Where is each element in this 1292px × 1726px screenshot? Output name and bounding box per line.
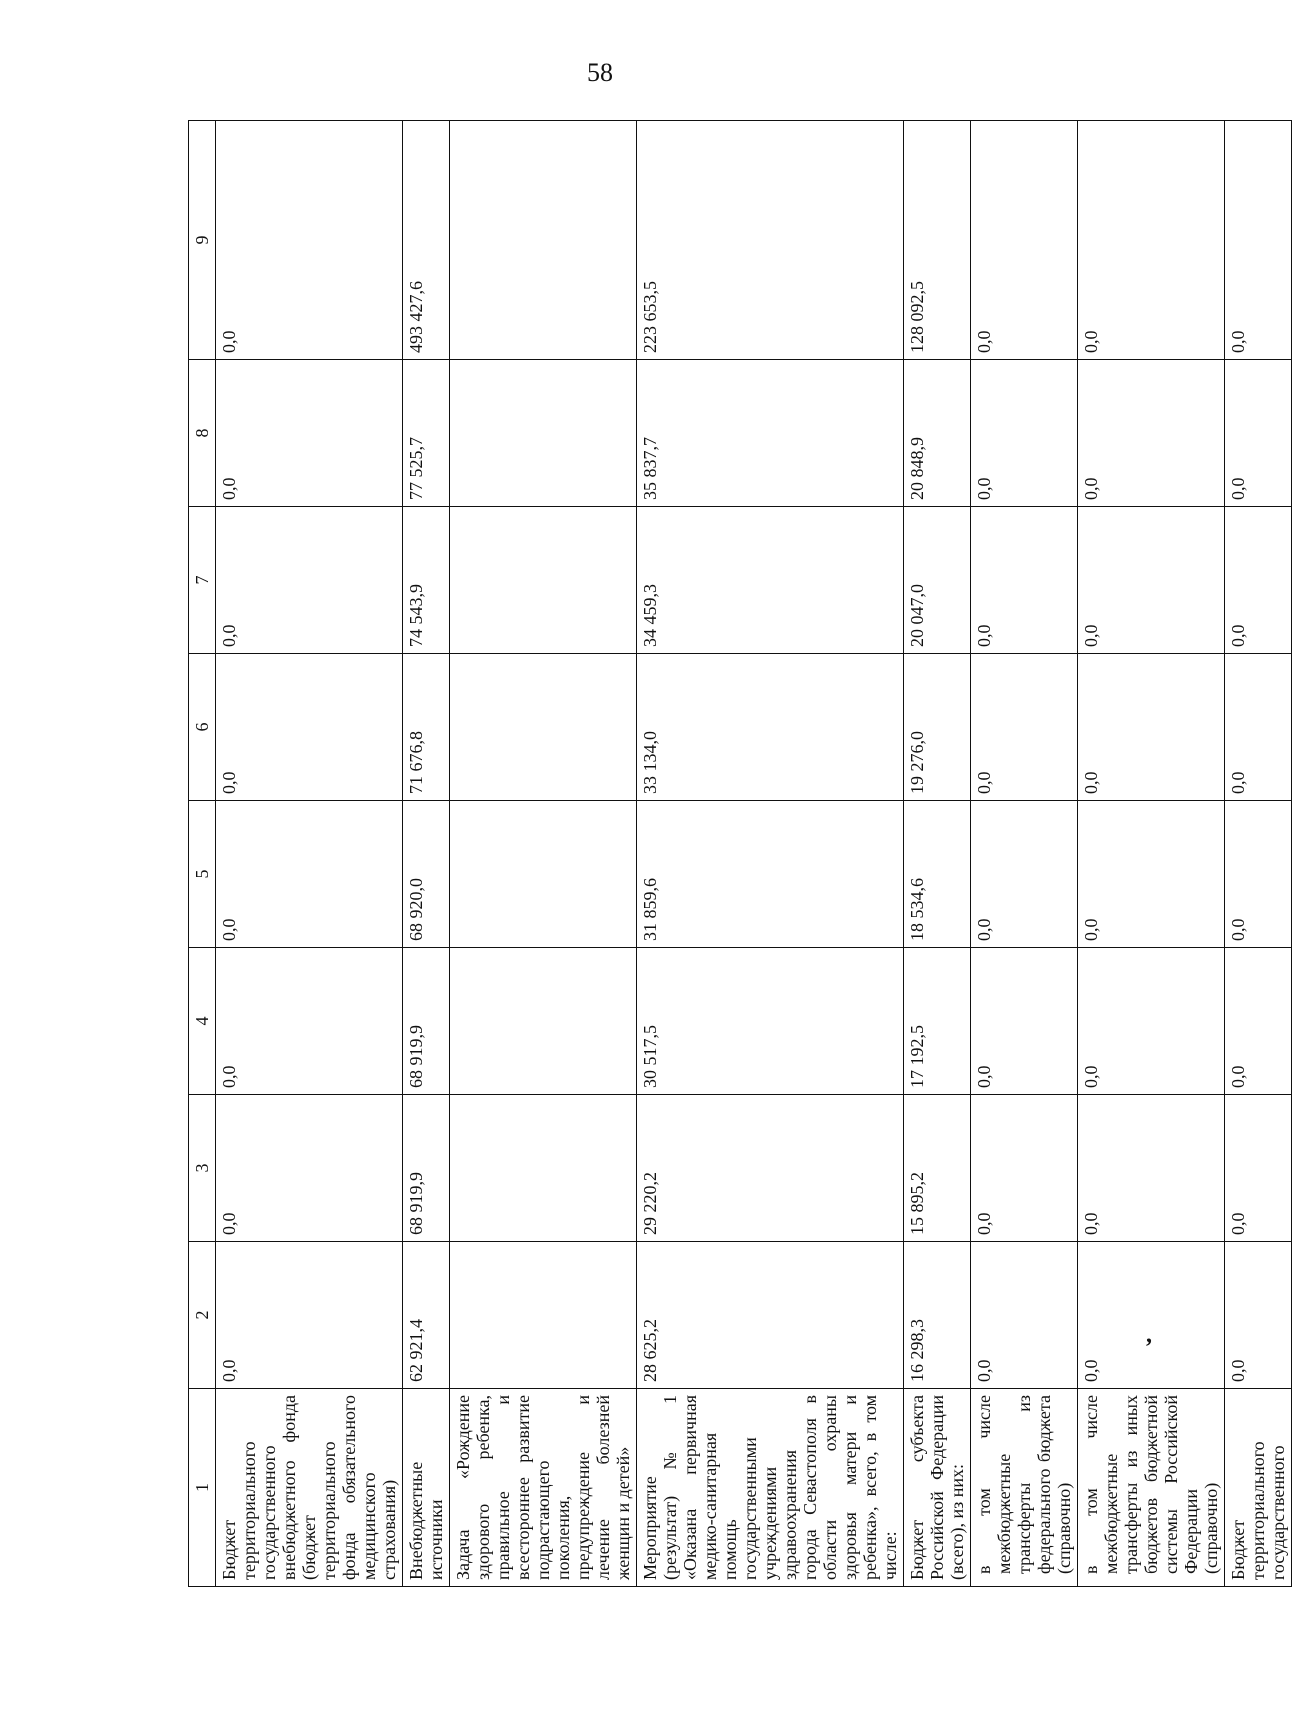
value-cell: 20 047,0 [904, 507, 971, 654]
value-cell: 128 092,5 [904, 121, 971, 360]
column-number: 1 [189, 1389, 216, 1587]
value-cell [450, 654, 637, 801]
column-number-row [189, 121, 216, 1587]
value-cell: 0,0 [216, 1095, 403, 1242]
value-cell: 0,0 [1078, 360, 1225, 507]
value-cell: 0,0 [1078, 1242, 1225, 1389]
stray-mark: , [1146, 1322, 1152, 1348]
row-label: в том числе межбюджетные трансферты из иных бюджетов бюджетной системы Российской Федерации (справочно) [1078, 1389, 1225, 1587]
value-cell [450, 360, 637, 507]
row-label: Бюджет субъекта Российской Федерации (всего), из них: [904, 1389, 971, 1587]
value-cell [450, 948, 637, 1095]
table-row [904, 121, 971, 1587]
value-cell: 0,0 [1078, 948, 1225, 1095]
row-label: Внебюджетные источники [403, 1389, 450, 1587]
column-number: 2 [189, 1242, 216, 1389]
column-number: 9 [189, 121, 216, 360]
value-cell [450, 1095, 637, 1242]
value-cell: 0,0 [971, 1242, 1078, 1389]
column-number: 6 [189, 654, 216, 801]
value-cell: 223 653,5 [637, 121, 904, 360]
value-cell: 74 543,9 [403, 507, 450, 654]
value-cell: 34 459,3 [637, 507, 904, 654]
row-label: в том числе межбюджетные трансферты из федерального бюджета (справочно) [971, 1389, 1078, 1587]
table-row [403, 121, 450, 1587]
value-cell: 68 920,0 [403, 801, 450, 948]
value-cell: 0,0 [1225, 507, 1292, 654]
value-cell: 0,0 [1225, 360, 1292, 507]
value-cell: 19 276,0 [904, 654, 971, 801]
value-cell: 71 676,8 [403, 654, 450, 801]
column-number: 3 [189, 1095, 216, 1242]
table-row [1225, 121, 1292, 1587]
value-cell: 0,0 [1225, 654, 1292, 801]
table-row [216, 121, 403, 1587]
value-cell: 0,0 [1078, 507, 1225, 654]
table-row [971, 121, 1078, 1587]
value-cell: 77 525,7 [403, 360, 450, 507]
value-cell: 0,0 [1225, 948, 1292, 1095]
value-cell: 0,0 [1225, 1095, 1292, 1242]
value-cell: 0,0 [971, 507, 1078, 654]
value-cell: 17 192,5 [904, 948, 971, 1095]
value-cell: 0,0 [216, 948, 403, 1095]
value-cell: 28 625,2 [637, 1242, 904, 1389]
value-cell: 15 895,2 [904, 1095, 971, 1242]
value-cell: 0,0 [1225, 801, 1292, 948]
value-cell: 20 848,9 [904, 360, 971, 507]
value-cell: 0,0 [1078, 121, 1225, 360]
value-cell: 16 298,3 [904, 1242, 971, 1389]
value-cell [450, 1242, 637, 1389]
value-cell: 0,0 [1225, 1242, 1292, 1389]
row-label: Мероприятие (результат) № 1 «Оказана первичная медико-санитарная помощь государственными учреждениями здравоохранения города Севастополя в области охраны здоровья матери и ребенка», всего, в том числе: [637, 1389, 904, 1587]
column-number: 4 [189, 948, 216, 1095]
value-cell: 0,0 [216, 801, 403, 948]
value-cell: 0,0 [1078, 1095, 1225, 1242]
value-cell: 0,0 [1078, 801, 1225, 948]
column-number: 7 [189, 507, 216, 654]
value-cell: 493 427,6 [403, 121, 450, 360]
value-cell: 0,0 [1078, 654, 1225, 801]
value-cell: 0,0 [971, 121, 1078, 360]
row-label: Бюджет территориального государственного внебюджетного фонда (бюджет территориального фонда обязательного медицинского страхования) [216, 1389, 403, 1587]
row-label: Бюджет территориального государственного [1225, 1389, 1292, 1587]
column-number: 5 [189, 801, 216, 948]
value-cell: 0,0 [971, 654, 1078, 801]
value-cell: 0,0 [971, 948, 1078, 1095]
value-cell: 31 859,6 [637, 801, 904, 948]
value-cell: 29 220,2 [637, 1095, 904, 1242]
budget-table [188, 120, 1292, 1587]
table-body [189, 121, 1292, 1587]
value-cell: 62 921,4 [403, 1242, 450, 1389]
row-label: Задача «Рождение здорового ребенка, правильное и всестороннее развитие подрастающего поколения, предупреждение и лечение болезней женщин и детей» [450, 1389, 637, 1587]
table-row [637, 121, 904, 1587]
value-cell: 30 517,5 [637, 948, 904, 1095]
value-cell: 0,0 [216, 654, 403, 801]
value-cell: 18 534,6 [904, 801, 971, 948]
value-cell: 0,0 [971, 801, 1078, 948]
value-cell: 0,0 [1225, 121, 1292, 360]
table-row [1078, 121, 1225, 1587]
value-cell: 0,0 [216, 121, 403, 360]
value-cell: 33 134,0 [637, 654, 904, 801]
value-cell: 0,0 [216, 360, 403, 507]
value-cell: 35 837,7 [637, 360, 904, 507]
value-cell: 68 919,9 [403, 948, 450, 1095]
page-number: 58 [587, 58, 613, 87]
column-number: 8 [189, 360, 216, 507]
table-row [450, 121, 637, 1587]
value-cell: 0,0 [971, 1095, 1078, 1242]
value-cell: 0,0 [216, 1242, 403, 1389]
value-cell [450, 801, 637, 948]
value-cell: 68 919,9 [403, 1095, 450, 1242]
value-cell: 0,0 [216, 507, 403, 654]
value-cell [450, 507, 637, 654]
value-cell [450, 121, 637, 360]
rotated-table-container [188, 121, 1288, 1587]
value-cell: 0,0 [971, 360, 1078, 507]
